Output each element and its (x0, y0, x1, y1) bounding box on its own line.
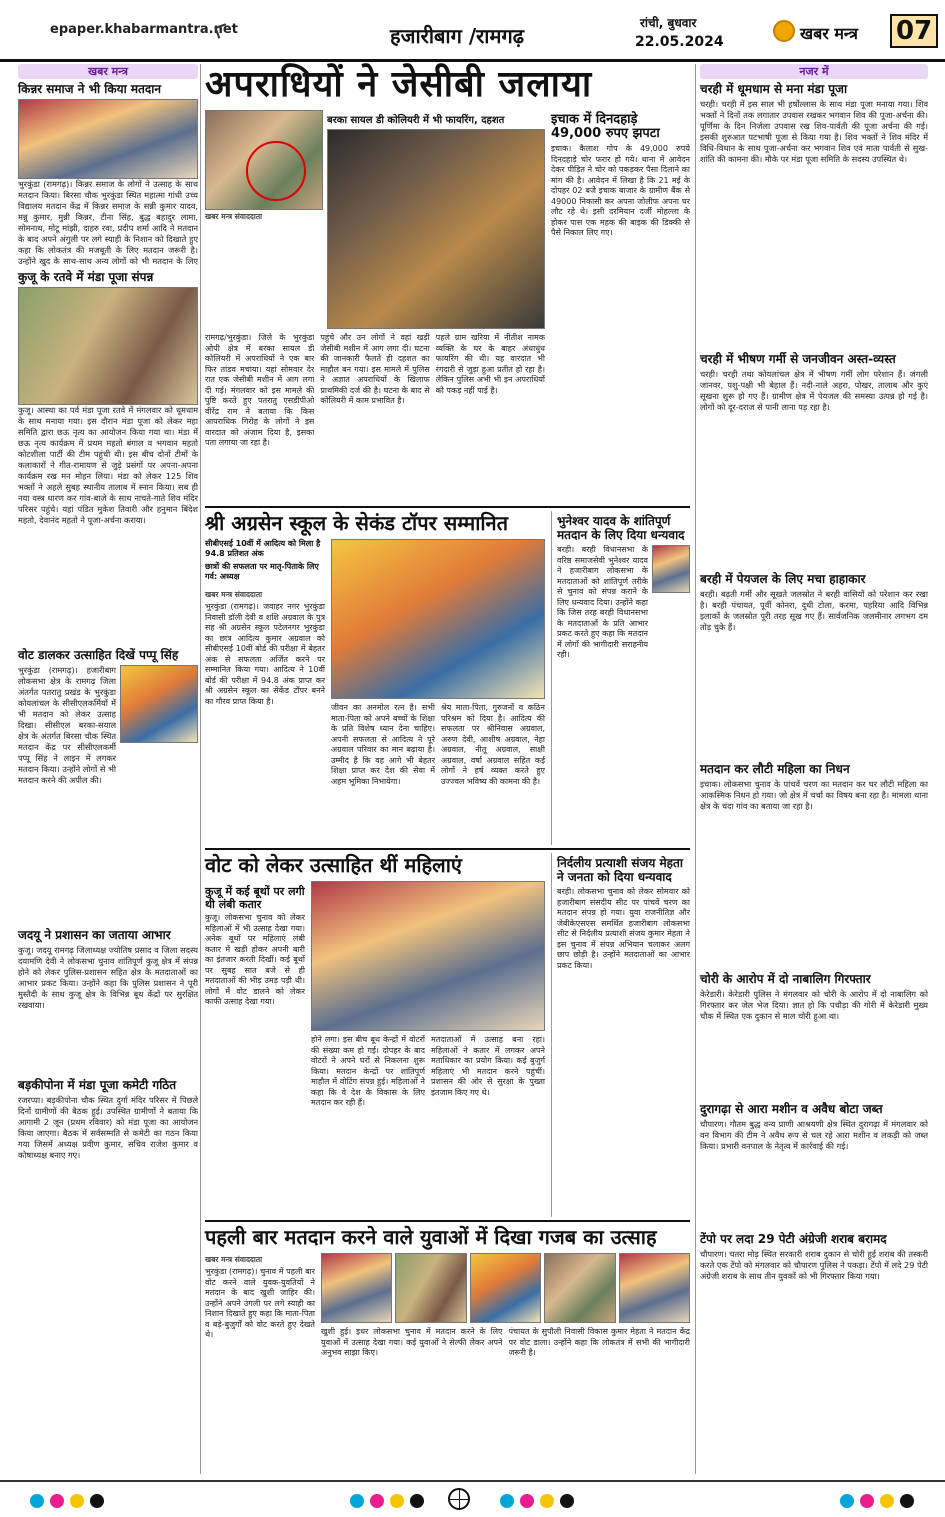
person-photo (120, 665, 198, 743)
burnt-jcb-photo (327, 129, 545, 329)
left-column (18, 64, 198, 1474)
cyan-dot-icon (350, 1494, 364, 1508)
article-body: कुजू। जदयू रामगढ़ जिलाध्यक्ष ज्योतिष प्रसाद व जिला सदस्य दयामणि देवी ने लोकसभा चुनाव शांतिपूर्ण कुजू क्षेत्र में संपन्न होने को लेकर पुलिस-प्रशासन सहित क्षेत्र के मतदाताओं का आभार प्रकट किया। उन्होंने कहा कि पुलिस प्रशासन ने पूरी मुस्तैदी के साथ कुजू क्षेत्र के विभिन्न बूथ केंद्रों पर सुरक्षित रखवाया। (18, 945, 198, 1010)
headline[interactable]: बरही में पेयजल के लिए मचा हाहाकार (700, 572, 866, 586)
headline[interactable]: पहली बार मतदान करने वाले युवाओं में दिखा गजब का उत्साह (205, 1225, 657, 1249)
article-body: पहुंचे और उन लोगों ने वहां खड़ी जेसीबी मशीन में आग लगा दी। घटना की जानकारी फैलते ही दहशत का माहौल बन गया। इस मामले में पुलिस ने अज्ञात अपराधियों के खिलाफ प्राथमिकी दर्ज की है। घटना के बाद से कोलियरी में काम प्रभावित है। (320, 333, 430, 405)
lead-headline[interactable]: अपराधियों ने जेसीबी जलाया (205, 64, 593, 105)
column-tag: खबर मन्त्र (18, 64, 198, 79)
headline[interactable]: चरही में धूमधाम से मना मंडा पूजा (700, 82, 848, 96)
headline[interactable]: भुनेश्वर यादव के शांतिपूर्ण मतदान के लिए दिया धन्यवाद (557, 514, 685, 542)
scene-photo (205, 110, 323, 210)
brand-logo-icon (773, 20, 795, 42)
headline[interactable]: निर्दलीय प्रत्याशी संजय मेहता ने जनता को दिया धन्यवाद (557, 856, 683, 884)
section-title: हजारीबाग /रामगढ़ (390, 24, 524, 48)
cyan-dot-icon (30, 1494, 44, 1508)
article-body: कुजू। लोकसभा चुनाव को लेकर महिलाओं में भी उत्साह देखा गया। अनेक बूथों पर महिलाएं लंबी कतार में खड़ी होकर अपनी बारी का इंतजार करती दिखीं। कई बूथों पर सुबह सात बजे से ही मतदाताओं की भीड़ उमड़ पड़ी थी। लोगों में वोट डालने को लेकर काफी उत्साह देखा गया। (205, 913, 305, 1006)
person-photo (619, 1253, 690, 1323)
right-column (700, 64, 928, 1474)
edition-date: 22.05.2024 (635, 34, 724, 50)
cyan-dot-icon (500, 1494, 514, 1508)
article-body: चरही। चरही में इस साल भी हर्षोल्लास के साथ मंडा पूजा मनाया गया। शिव भक्तों ने दिनों तक लगातार उपवास रखकर भगवान शिव की पूजा-अर्चना की। पूर्णिमा के दिन निर्जला उपवास रख शिव-पार्वती की पूजा अर्चना की गई। इसकी शुरुआत पटभाषी पूजा से किया गया है। शिव भक्तों ने शिव मंदिर में विधि-विधान के साथ पूजा-अर्चना कर भगवान शिव एवं माता पार्वती से सुख-शांति की कामना की। मौके पर मंडा पूजा समिति के सदस्य उपस्थित थे। (700, 99, 928, 164)
felicitation-photo (331, 539, 545, 699)
black-dot-icon (90, 1494, 104, 1508)
article-body: खुशी हुई। इधर लोकसभा चुनाव में मतदान करने के लिए युवाओं में उत्साह देखा गया। कई युवाओं ने सेल्फी लेकर अपने अनुभव साझा किए। (321, 1327, 503, 1357)
headline[interactable]: दुरागढ़ा से आरा मशीन व अवैध बोटा जब्त (700, 1102, 883, 1116)
person-photo (470, 1253, 541, 1323)
black-dot-icon (900, 1494, 914, 1508)
person-photo (652, 545, 690, 593)
headline[interactable]: कुजू के रतवे में मंडा पूजा संपन्न (18, 270, 154, 284)
person-photo (395, 1253, 466, 1323)
person-photo (544, 1253, 615, 1323)
voter-queue-photo (311, 881, 545, 1031)
article-body: जीवन का अनमोल रत्न है। सभी माता-पिता को अपने बच्चों के शिक्षा के प्रति विशेष ध्यान देना चाहिए। अपनी सफलता से आदित्य ने पूरे अग्रवाल परिवार का मान बढ़ाया है। उम्मीद है कि वह आगे भी बेहतर शिक्षा प्राप्त कर देश की सेवा में अहम भूमिका निभायेगा। (331, 703, 435, 786)
black-dot-icon (410, 1494, 424, 1508)
headline[interactable]: वोट डालकर उत्साहित दिखें पप्पू सिंह (18, 648, 179, 662)
article-body: पंचायत के सुपौली निवासी विकास कुमार मेहता ने मतदान केंद्र पर वोट डाला। उन्होंने कहा कि लोकतंत्र में सभी की भागीदारी जरूरी है। (508, 1327, 690, 1357)
divider (205, 848, 690, 850)
brand-name: खबर मन्त्र (800, 24, 858, 43)
person-photo (321, 1253, 392, 1323)
magenta-dot-icon (860, 1494, 874, 1508)
article-body: भुरकुंडा (रामगढ़)। किन्नर समाज के लोगों ने उत्साह के साथ मतदान किया। बिरसा चौक भुरकुंडा स्थित महात्मा गांधी उच्च विद्यालय मतदान केंद्र में किन्नर समाज के सन्नी कुमार यादव, मन्नु कुमार, मुन्नी किन्नर, टीना सिंह, बुद्ध बहादुर लामा, सोमनाथ, मोटू मांझी, दाहरु रवा, प्रदीप शर्मा आदि ने मतदान के बाद अपने अंगुली पर लगे स्याही के निशान को दिखाते हुए कहा कि लोकतंत्र की मजबूती के लिए मतदान जरूरी है। उन्होंने खुद के साथ-साथ अन्य लोगों को भी मतदान के लिए (18, 179, 198, 266)
byline: खबर मन्त्र संवाददाता (205, 212, 263, 221)
article-body: बरही। बरही विधानसभा के वरिष्ठ समाजसेवी भुनेश्वर यादव ने हजारीबाग लोकसभा के मतदाताओं को शांतिपूर्ण तरीके से चुनाव को संपन्न कराने के लिए धन्यवाद दिया। उन्होंने कहा कि जिस तरह बरही विधानसभा के मतदाताओं के प्रति आभार प्रकट करते हुए कहा कि मतदान में लोगों की भागीदारी सराहनीय रही। (557, 545, 648, 659)
byline: खबर मन्त्र संवाददाता (205, 590, 263, 599)
headline[interactable]: चरही में भीषण गर्मी से जनजीवन अस्त-व्यस्त (700, 352, 896, 366)
column-tag: नजर में (700, 64, 928, 79)
article-body: बरही। बढ़ती गर्मी और सूखते जलस्रोत ने बरही वासियों को परेशान कर रखा है। बरही पंचायत, पूर्वी कोनरा, दुधी टोला, करमा, पहरिया आदि विभिन्न इलाकों के जलस्रोत पूरी तरह सूख गए हैं। सार्वजनिक जलमीनार लगभग दम तोड़ चुके हैं। (700, 589, 928, 632)
article-body: भुरकुंडा (रामगढ़)। चुनाव में पहली बार वोट करने वाले युवक-युवतियों ने मतदान के बाद खुशी जाहिर की। उन्होंने अपने उंगली पर लगे स्याही का निशान दिखाते हुए कहा कि माता-पिता व बड़े-बुजुर्गों को वोट करते हुए देखते थे। (205, 1267, 315, 1339)
subheadline: कुजू में कई बूथों पर लगी थी लंबी कतार (205, 885, 305, 911)
article-body: भुरकुंडा (रामगढ़)। जवाहर नगर भुरकुंडा निवासी डॉली देवी व शशि अग्रवाल के पुत्र सह श्री अग्रसेन स्कूल पटेलनगर भुरकुंडा का छात्र आदित्य कुमार अग्रवाल को सीबीएसई 10वीं बोर्ड की परीक्षा में बेहतर अंक से सफलता अर्जित करने पर सम्मानित किया गया। आदित्य ने 10वीं बोर्ड की परीक्षा में 94.8 अंक प्राप्त कर श्री अग्रसेन स्कूल का सेकेंड टॉपर बनने का गौरव प्राप्त किया है। (205, 602, 325, 706)
article-body: बरही। लोकसभा चुनाव को लेकर सोमवार को हजारीबाग संसदीय सीट पर पांचवें चरण का मतदान संपन्न हो गया। युवा राजनीतिज्ञ और जेबीकेएसएस समर्थित हजारीबाग लोकसभा सीट से निर्दलीय प्रत्याशी संजय कुमार मेहता ने इस चुनाव में संपन्न अभियान चलाकर अलग छाप छोड़ी है। उन्होंने मतदाताओं का आभार प्रकट किया। (557, 887, 690, 970)
site-url[interactable]: epaper.khabarmantra.net (50, 22, 238, 37)
article-body: पहले ग्राम खरिया में नीतीश नामक व्यक्ति के घर के बाहर अंधाधुंध फायरिंग की थी। यह वारदात भी रंगदारी से जुड़ा हुआ प्रतीत हो रहा है। लेकिन पुलिस अभी भी इन अपराधियों को पकड़ नहीं पाई है। (435, 333, 545, 395)
city-day: रांची, बुधवार (640, 16, 697, 30)
headline[interactable]: बड़कीपोना में मंडा पूजा कमेटी गठित (18, 1078, 177, 1092)
magenta-dot-icon (50, 1494, 64, 1508)
yellow-dot-icon (70, 1494, 84, 1508)
yellow-dot-icon (880, 1494, 894, 1508)
yellow-dot-icon (540, 1494, 554, 1508)
highlight-point: सीबीएसई 10वीं में आदित्य को मिला है 94.8 प्रतिशत अंक (205, 539, 321, 558)
highlight-point: छात्रों की सफलता पर मातृ-पिताके लिए गर्व: अध्यक्ष (205, 562, 319, 581)
article-body: कुजू। आस्था का पर्व मंडा पूजा रतवे में मंगलवार को धूमधाम के साथ मनाया गया। इस दौरान मंडा पूजा को लेकर महा समिति द्वारा छऊ नृत्य का आयोजन किया गया था। मंडा में छऊ नृत्य कार्यक्रम में प्रथम महतो बंगाल व भगवान महतो कोटशीला पार्टी की टीम पहुंची थी। इस बीच दोनों टीमों के कलाकारों ने गीत-रामायण से जुड़े प्रसंगों पर अपना-अपना कार्यक्रम रख मन मोहन लिया। मंडा को लेकर 125 शिव भक्तों ने अहले सुबह स्थानीय तालाब में स्नान किया। सब ही नया वस्त्र धारण कर गांव-बाजे के साथ नाचते-गाते शिव मंदिर परिसर पहुंचे। यहां पंडित मुकेश तिवारी और हनुमान बिंदेश महतो, देवानंद महतो ने पूजा-अर्चना कराया। (18, 405, 198, 525)
headline[interactable]: इचाक में दिनदहाड़े 49,000 रुपए झपटा (551, 112, 660, 141)
article-body: चरही। चरही तथा कोयलांचल क्षेत्र में भीषण गर्मी लोग परेशान हैं। जंगली जानवर, पशु-पक्षी भी बेहाल हैं। नदी-नाले अहरा, पोखर, तालाब और कुएं सूखना शुरू हो गए हैं। ग्रामीण क्षेत्र में पेयजल की समस्या उत्पन्न हो गई है। लोगों को दूर-दराज से पानी लाना पड़ रहा है। (700, 369, 928, 412)
headline[interactable]: श्री अग्रसेन स्कूल के सेकंड टॉपर सम्मानित (205, 511, 509, 535)
article-body: इचाक। कैलाश गोप के 49,000 रुपये दिनदहाड़े चोर फरार हो गये। थाना में आवेदन देकर पीड़ित ने चोर को पकड़कर पैसा दिलाने का मांग की है। आवेदन में लिखा है कि 21 मई के दोपहर 02 बजे इचाक बाजार के ग्रामीण बैंक से 49000 निकासी कर अपना जोलीफ अपना घर लौट रहे थे। इसी दरमियान दर्जी मोहल्ला के होकर पास एक महक की बाइक की डिक्की से पैसे निकाल लिए गए। (551, 144, 690, 237)
column-divider (695, 64, 696, 1474)
registration-cross-icon (448, 1488, 470, 1510)
headline[interactable]: चोरी के आरोप में दो नाबालिग गिरफ्तार (700, 972, 871, 986)
divider (205, 506, 690, 508)
headline[interactable]: जदयू ने प्रशासन का जताया आभार (18, 928, 171, 942)
magenta-dot-icon (370, 1494, 384, 1508)
article-body: होने लगा। इस बीच बूथ केन्द्रों में वोटरों की संख्या कम हो गई। दोपहर के बाद वोटरों ने अपने घरों से निकलना शुरू किया। मतदान केन्द्रों पर शांतिपूर्ण माहौल में वोटिंग संपन्न हुई। महिलाओं ने कहा कि वे देश के विकास के लिए मतदान कर रही हैं। (311, 1035, 425, 1107)
byline: खबर मन्त्र संवाददाता (205, 1255, 263, 1264)
print-registration-strip (0, 1480, 945, 1517)
article-body: भुरकुंडा (रामगढ़)। हजारीबाग लोकसभा क्षेत्र के रामगढ़ जिला अंतर्गत पतरातु प्रखंड के भुरकुंडा कोयलांचल के सीसीएलकर्मियों में भी मतदान को लेकर उत्साह दिखा। सीसीएल बरका-सयाल क्षेत्र के अंतर्गत बिरसा चौक स्थित मतदान केंद्र पर सीसीएलकर्मी पप्पू सिंह ने लाइन में लगकर मतदान किया। उन्होंने लोगों से भी मतदान करने की अपील की। (18, 665, 116, 785)
masthead (0, 0, 945, 62)
news-photo (18, 287, 198, 405)
article-body: केरेडारी। केरेडारी पुलिस ने मंगलवार को चोरी के आरोप में दो नाबालिग को गिरफ्तार कर जेल भेज दिया। ज्ञात हो कि पचौड़ा की गोरी में केरेडारी मुख्य चौक में स्थित एक दुकान से माल चोरी हुआ था। (700, 989, 928, 1021)
article-body: श्रेय माता-पिता, गुरुजनों व कठिन परिश्रम को दिया है। आदित्य की सफलता पर श्रीनिवास अग्रवाल, अरुण देवी, आशीष अग्रवाल, नेहा अग्रवाल, नीतू अग्रवाल, साक्षी अग्रवाल, वर्षा अग्रवाल सहित कई लोगों ने हर्ष व्यक्त करते हुए उज्ज्वल भविष्य की कामना की है। (441, 703, 545, 786)
photo-caption: बरका सायल डी कोलियरी में भी फायरिंग, दहशत (327, 115, 505, 126)
article-body: रजरप्पा। बड़कीपोना चौक स्थित दुर्गा मंदिर परिसर में पिछले दिनों ग्रामीणों की बैठक हुई। उपस्थित ग्रामीणों ने बताया कि आगामी 2 जून (प्रथम रविवार) को मंडा पूजा का आयोजन किया जाएगा। बैठक में सर्वसम्मति से कमेटी का गठन किया गया जिसमें अध्यक्ष प्रवीण कुमार, सचिव राजेश कुमार व कोषाध्यक्ष बनाए गए। (18, 1095, 198, 1160)
headline[interactable]: टेंपो पर लदा 29 पेटी अंग्रेजी शराब बरामद (700, 1232, 887, 1246)
article-body: इचाक। लोकसभा चुनाव के पांचवें चरण का मतदान कर घर लौटी महिला का आकस्मिक निधन हो गया। जो क्षेत्र में चर्चा का विषय बना रहा है। मामला थाना क्षेत्र के चंदा गांव का बताया जा रहा है। (700, 779, 928, 811)
news-photo (18, 99, 198, 179)
column-divider (200, 64, 201, 1474)
divider (205, 1220, 690, 1222)
black-dot-icon (560, 1494, 574, 1508)
headline[interactable]: किन्नर समाज ने भी किया मतदान (18, 82, 162, 96)
article-body: मतदाताओं में उत्साह बना रहा। महिलाओं ने कतार में लगकर अपने मताधिकार का प्रयोग किया। कई बुजुर्ग महिलाएं भी मतदान करने पहुंचीं। प्रशासन की ओर से सुरक्षा के पुख्ता इंतजाम किए गए थे। (431, 1035, 545, 1097)
article-body: चौपारण। गौतम बुद्ध वन्य प्राणी आश्रयणी क्षेत्र स्थित दुरागढ़ा में मंगलवार को वन विभाग की टीम ने अवैध रूप से चल रहे आरा मशीन व लकड़ी को जब्त किया। प्रभारी वनपाल के नेतृत्व में कार्रवाई की गई। (700, 1119, 928, 1151)
headline[interactable]: वोट को लेकर उत्साहित थीं महिलाएं (205, 853, 462, 877)
article-body: रामगढ़/भुरकुंडा। जिले के भुरकुंडा ओपी क्षेत्र में बरका सायल डी कोलियरी में अपराधियों ने एक बार फिर तांडव मचाया। यहां सोमवार देर रात एक जेसीबी मशीन में आग लगा दी गई। मंगलवार को इस मामले की पुष्टि करते हुए पतरातु एसडीपीओ वीरेंद्र राम ने बताया कि किस आपराधिक गिरोह के लोगों ने इस वारदात को अंजाम दिया है, इसका पता लगाया जा रहा है। (205, 333, 315, 447)
article-body: चौपारण। चतरा मोड़ स्थित सरकारी शराब दुकान से चोरी हुई शराब की तस्करी करते एक टेंपो को मंगलवार को चौपारण पुलिस ने पकड़ा। टेंपो में लदे 29 पेटी अंग्रेजी शराब के साथ तीन युवकों को भी गिरफ्तार किया गया। (700, 1249, 928, 1281)
magenta-dot-icon (520, 1494, 534, 1508)
yellow-dot-icon (390, 1494, 404, 1508)
page-number: 07 (890, 14, 938, 48)
cyan-dot-icon (840, 1494, 854, 1508)
headline[interactable]: मतदान कर लौटी महिला का निधन (700, 762, 850, 776)
main-column (205, 64, 690, 1474)
